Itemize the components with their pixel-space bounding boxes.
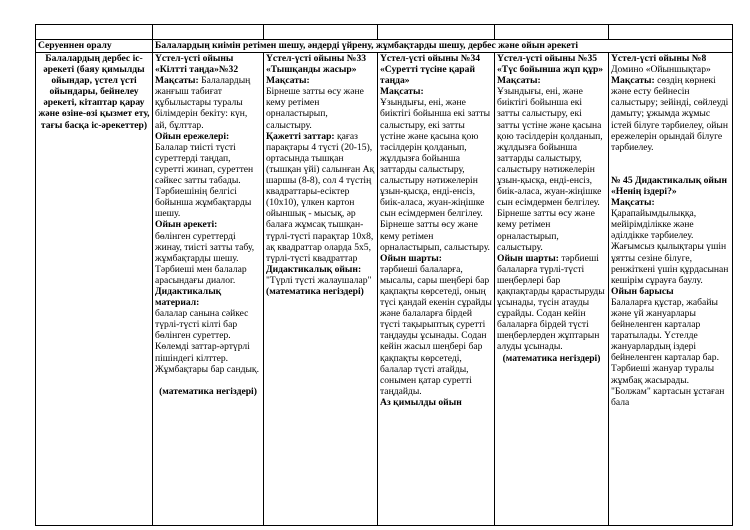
- materials-label: Қажетті заттар:: [266, 130, 335, 142]
- goal-text: Балалардың жанғыш табиғат құбылыстары туралы білімдерін бекіту: күн, ай, бұлттар.: [155, 75, 251, 131]
- header-description-cell: Балалардың киімін ретімен шешу, әндерді үйрену, жұмбақтарды шешу, дербес және ойын әрекеті: [153, 40, 733, 53]
- game-8-cell: [609, 53, 733, 526]
- course-text: Балаларға құстар, жабайы және үй жануарлары бейнеленген карталар таратылады. Үстелде жануарлардың іздері бейнеленген карталар бар. Тәрбиеші жануар туралы жұмбақ жасырады. "Болжам" картасын ұстаған бала: [611, 296, 725, 408]
- game-33-cell: [264, 53, 378, 526]
- next-activity-label: Аз қимылды ойын: [380, 396, 462, 408]
- rules-label: Ойын шарты:: [380, 252, 442, 264]
- action-label: Ойын әрекеті:: [155, 219, 218, 231]
- rules-text: Балалар тиісті түсті суреттерді таңдап, суретті жинап, суреттен сәйкес затты табады. Тәрбиешінің белгісі бойынша жұмбақтарды шешу.: [155, 141, 254, 220]
- activities-row: [36, 53, 733, 526]
- activity-label-cell: Балалардың дербес іс-әрекеті (баяу қимылды ойындар, үстел үсті ойындары, бейнелеу әрекеті, кітаптар қарау және өзіне-өзі қызмет ету, тағы басқа іс-әрекеттер): [36, 53, 153, 526]
- game-35-cell: [495, 53, 609, 526]
- game-title: Үстел-үсті ойыны №8: [611, 53, 707, 64]
- subject-note: (математика негiздерi): [266, 285, 364, 297]
- header-routine-cell: Серуеннен оралу: [36, 40, 153, 53]
- game-title: Үстел-үсті ойыны №34 «Суретті түсіне қарай таңда»: [380, 53, 481, 87]
- goal-text: Қарапайымдылыққа, мейірімділікке және әділдікке тәрбиелеу. Жағымсыз қылықтары үшін ұятты сезіне білуге, ренжіткені үшін құрдасынан кешірім сұрауға баулу.: [611, 208, 729, 286]
- didactic-game-label: Дидактикалық ойын:: [266, 263, 362, 275]
- goal-text: Ұзындығы, ені, және биіктігі бойынша екі затты салыстыру, екі затты үстіне және қасына қою тәсілдерін қолданып, жұлдызға бойынша заттарды салыстыру, салыстыру нәтижелерін ұзын-қысқа, енді-енсіз, биік-аласа, жуан-жіңішке сын есімдермен белгілеу. Бірнеше затты өсу және кему ретімен орналастырып, салыстыру.: [497, 86, 603, 253]
- material-text: балалар санына сәйкес түрлі-түсті кілті бар бөлінген суреттер. Көлемді заттар-әртүрлі пішіндегі кілттер. Жұмбақтары бар сандық.: [155, 308, 259, 375]
- didactic-game-title: № 45 Дидактикалық ойын «Ненің іздері?»: [611, 174, 727, 197]
- header-row: [36, 40, 733, 53]
- goal-label: Мақсаты:: [266, 75, 310, 87]
- materials-text: қағаз парақтары 4 түсті (20-15), ортасында тышқан (тышқан үйі) салынған Ақ шаршы (8-8), сол 4 түстің квадраттары-есіктер (10х10), үлкен картон ойыншық - мысық, әр балаға жұмсақ тышқан-түрлі-түсті парақтар 10х8, ақ квадраттар оларда 5х5, түрлі-түсті квадраттар: [266, 130, 375, 264]
- game-title: Үстел-үсті ойыны №33 «Тышқанды жасыр»: [266, 53, 367, 76]
- goal-text: сөздің көрнекі және есту бейнесін салыстыру; зейінді, сөйлеуді дамыту; ұжымда жұмыс істей білуге тәрбиелеу, ойын ережелерін орындай білуге тәрбиелеу.: [611, 75, 729, 153]
- goal-text: Ұзындығы, ені, және биіктігі бойынша екі затты салыстыру, екі затты үстіне және қасына қою тәсілдерін қолданып, жұлдызға бойынша заттарды салыстыру, салыстыру нәтижелерін ұзын-қысқа, енді-енсіз, биік-аласа, жуан-жіңішке сын есімдермен белгілеу. Бірнеше затты өсу және кему ретімен орналастырып, салыстыру.: [380, 97, 491, 253]
- empty-cell: [609, 25, 733, 40]
- didactic-game-text: "Түрлі түсті жалаушалар": [266, 274, 372, 286]
- material-label: Дидактикалық материал:: [155, 285, 222, 309]
- rules-text: тәрбиеші балаларға, мысалы, сары шеңбері бар қақпақты көрсетеді, оның түсі қандай екенін сұрайды және балаларға бірдей түсті тақырыптық суретті таңдауды ұсынады. Содан кейін жасыл шеңбері бар қақпақты көрсетеді, балалар түсті атайды, сонымен қатар суретті таңдайды.: [380, 263, 492, 397]
- goal-label: Мақсаты:: [155, 75, 199, 87]
- rules-text: тәрбиеші балаларға түрлі-түсті шеңберлері бар қақпақтарды қарастыруды ұсынады, түсін атауды сұрайды. Содан кейін балаларға бірдей түсті шеңберлерден жұптарын алуды ұсынады.: [497, 252, 605, 353]
- empty-cell: [378, 25, 495, 40]
- course-label: Ойын барысы: [611, 285, 674, 297]
- action-text: бөлінген суреттерді жинау, тиісті затты табу, жұмбақтарды шешу. Тәрбиешi мен балалар арасындағы диалог.: [155, 230, 255, 286]
- goal-label: Мақсаты:: [497, 75, 541, 87]
- daily-plan-table: [35, 24, 733, 526]
- empty-cell: [264, 25, 378, 40]
- game-32-cell: [153, 53, 264, 526]
- game-title: Үстел-үсті ойыны «Кілтті таңда»№32: [155, 53, 239, 76]
- subject-note: (математика негiздерi): [502, 352, 601, 364]
- goal-label: Мақсаты:: [380, 86, 424, 98]
- goal-label: Мақсаты:: [611, 75, 655, 87]
- game-34-cell: [378, 53, 495, 526]
- empty-top-row: [36, 25, 733, 40]
- domino-title: Домино «Ойыншықтар»: [611, 64, 711, 76]
- empty-cell: [153, 25, 264, 40]
- rules-label: Ойын шарты:: [497, 252, 559, 264]
- rules-label: Ойын ережелері:: [155, 130, 230, 142]
- goal-label: Мақсаты:: [611, 197, 655, 209]
- goal-text: Бірнеше затты өсу және кему ретімен орналастырып, салыстыру.: [266, 86, 364, 131]
- empty-cell: [495, 25, 609, 40]
- empty-cell: [36, 25, 153, 40]
- subject-note: (математика негiздерi): [159, 385, 257, 397]
- game-title: Үстел-үсті ойыны №35 «Түс бойынша жұп құр»: [497, 53, 604, 76]
